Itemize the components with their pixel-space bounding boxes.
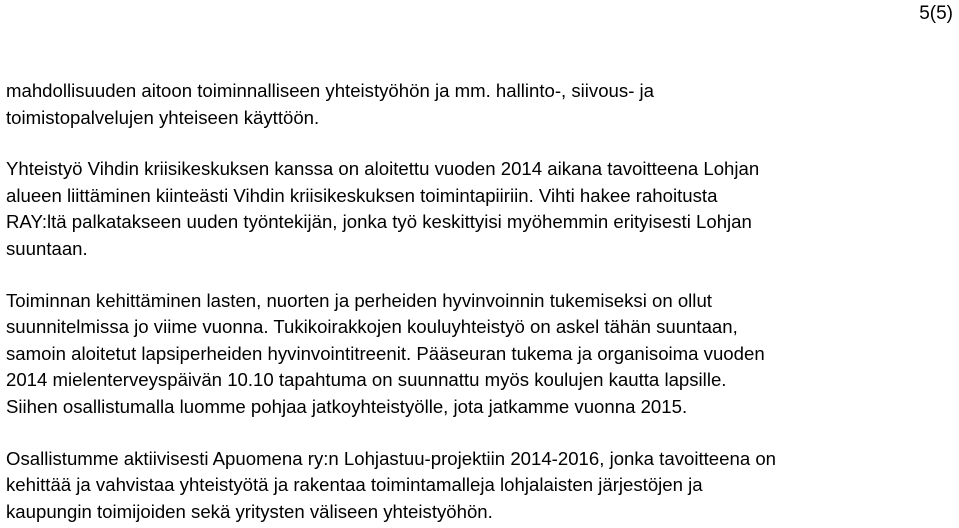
- text-line: suuntaan.: [6, 237, 88, 259]
- text-line: Siihen osallistumalla luomme pohjaa jatkoyhteistyölle, jota jatkamme vuonna 2015.: [6, 395, 688, 417]
- text-line: Toiminnan kehittäminen lasten, nuorten ja perheiden hyvinvoinnin tukemiseksi on ollut: [6, 289, 712, 311]
- text-line: kaupungin toimijoiden sekä yritysten väliseen yhteistyöhön.: [6, 500, 493, 522]
- text-line: kehittää ja vahvistaa yhteistyötä ja rakentaa toimintamalleja lohjalaisten järjestöjen ja: [6, 474, 703, 496]
- text-line: RAY:ltä palkatakseen uuden työntekijän, jonka työ keskittyisi myöhemmin erityisesti Lohjan: [6, 211, 752, 233]
- text-line: alueen liittäminen kiinteästi Vihdin kriisikeskuksen toimintapiiriin. Vihti hakee rahoitusta: [6, 184, 718, 206]
- paragraph-4: [6, 446, 954, 526]
- text-line: mahdollisuuden aitoon toiminnalliseen yhteistyöhön ja mm. hallinto-, siivous- ja: [6, 80, 655, 101]
- paragraph-2: [6, 156, 954, 262]
- text-line: Yhteistyö Vihdin kriisikeskuksen kanssa on aloitettu vuoden 2014 aikana tavoitteena Lohjan: [6, 158, 760, 180]
- text-line: 2014 mielenterveyspäivän 10.10 tapahtuma on suunnattu myös koulujen kautta lapsille.: [6, 369, 727, 391]
- text-line: toimistopalvelujen yhteiseen käyttöön.: [6, 106, 320, 128]
- document-body: [6, 78, 954, 525]
- text-line: Osallistumme aktiivisesti Apuomena ry:n Lohjastuu-projektiin 2014-2016, jonka tavoitteena on: [6, 447, 777, 469]
- paragraph-3: [6, 288, 954, 421]
- paragraph-1: [6, 78, 954, 131]
- text-line: samoin aloitetut lapsiperheiden hyvinvointitreenit. Pääseuran tukema ja organisoima vuoden: [6, 342, 765, 364]
- text-line: suunnitelmissa jo viime vuonna. Tukikoirakkojen kouluyhteistyö on askel tähän suuntaan,: [6, 316, 738, 338]
- page-number: 5(5): [919, 3, 953, 24]
